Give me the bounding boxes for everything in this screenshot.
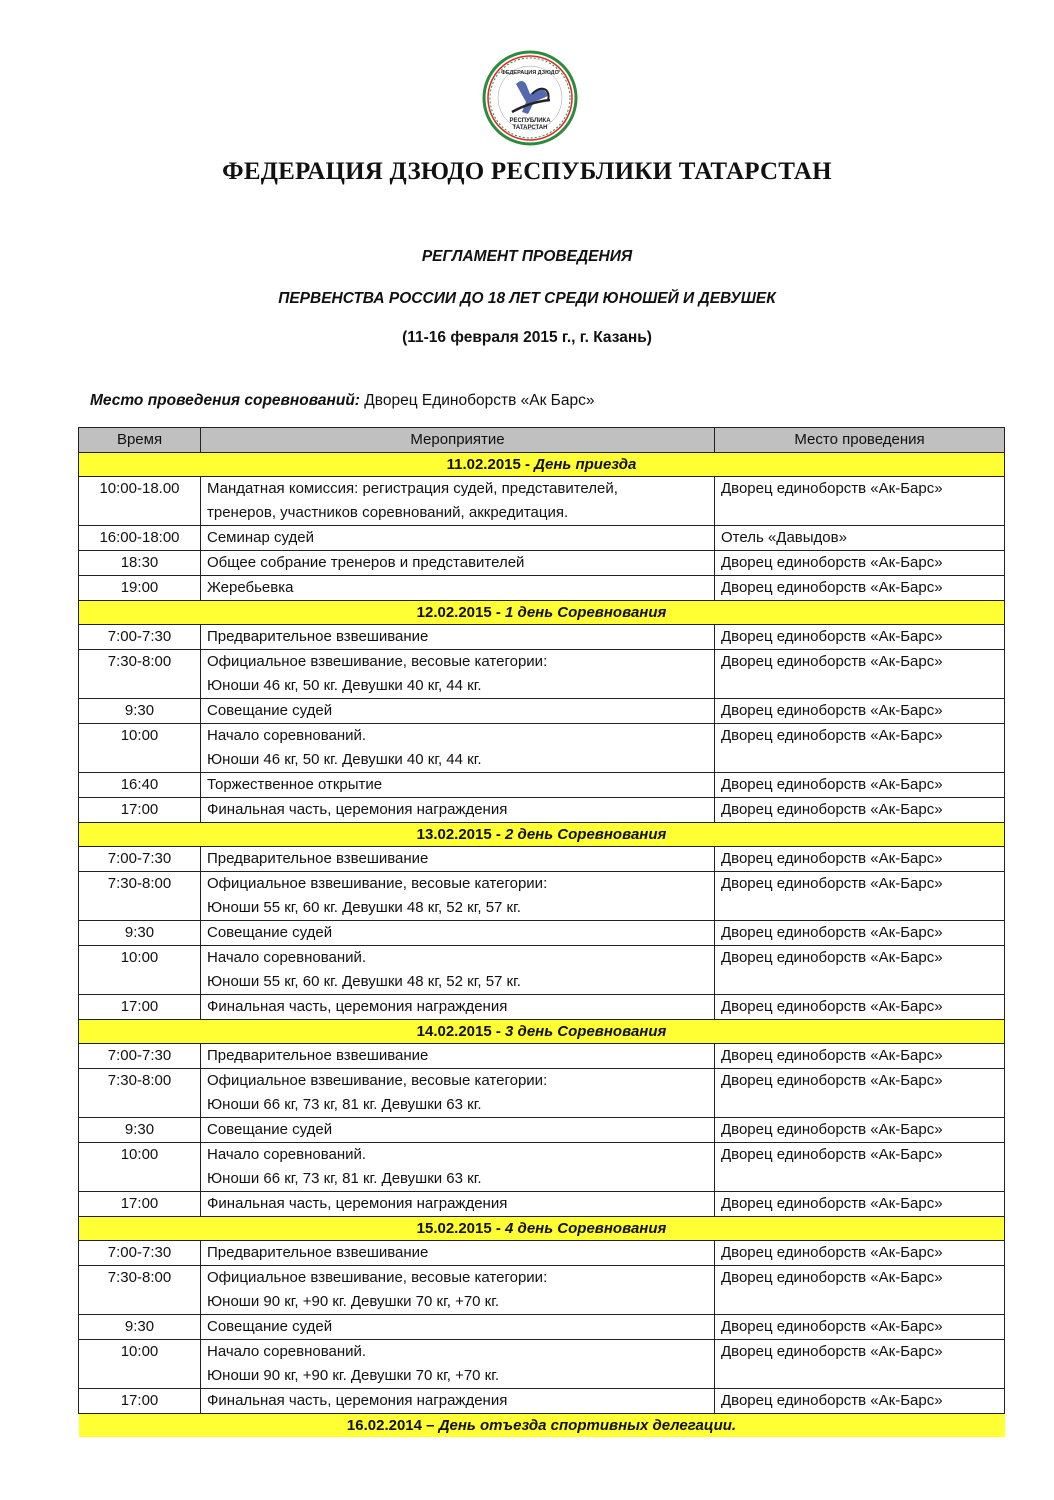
event-line: Юноши 55 кг, 60 кг. Девушки 48 кг, 52 кг, 57 кг. [207,899,521,916]
table-row [79,625,1005,650]
event-line: Совещание судей [207,702,333,719]
event-place: Дворец единоборств «Ак-Барс» [715,1241,1005,1266]
table-row [79,1118,1005,1143]
event-place: Дворец единоборств «Ак-Барс» [715,847,1005,872]
event-line: Официальное взвешивание, весовые категории: [207,653,548,670]
event-line: Финальная часть, церемония награждения [207,998,508,1015]
event-description [201,921,715,946]
day-date: 13.02.2015 - [416,826,506,843]
event-place: Дворец единоборств «Ак-Барс» [715,625,1005,650]
event-description [201,798,715,823]
event-description [201,1340,715,1389]
table-row [79,872,1005,921]
table-header-row [79,428,1005,453]
schedule-body [79,453,1005,1438]
event-place: Дворец единоборств «Ак-Барс» [715,1069,1005,1118]
federation-logo [482,50,578,146]
event-line: Совещание судей [207,1121,333,1138]
event-line: Предварительное взвешивание [207,850,429,867]
day-title: 2 день Соревнования [505,826,667,843]
event-description [201,699,715,724]
event-line: Начало соревнований. [207,1343,367,1360]
schedule-table [78,427,1005,1437]
table-row [79,1340,1005,1389]
day-title: День приезда [534,456,637,473]
event-time: 7:30-8:00 [79,650,201,699]
event-line: Начало соревнований. [207,1146,367,1163]
event-place: Дворец единоборств «Ак-Барс» [715,995,1005,1020]
event-place: Дворец единоборств «Ак-Барс» [715,1340,1005,1389]
event-line: Юноши 46 кг, 50 кг. Девушки 40 кг, 44 кг. [207,677,482,694]
event-description [201,1192,715,1217]
day-header [79,453,1005,477]
table-row [79,995,1005,1020]
venue-label: Место проведения соревнований: [90,392,360,409]
event-description [201,872,715,921]
event-description [201,1118,715,1143]
day-header [79,1414,1005,1438]
event-line: Предварительное взвешивание [207,1047,429,1064]
table-row [79,773,1005,798]
column-header-time: Время [79,428,201,453]
document-title: РЕГЛАМЕНТ ПРОВЕДЕНИЯ [421,248,633,265]
event-description [201,477,715,526]
table-row [79,1266,1005,1315]
event-place: Дворец единоборств «Ак-Барс» [715,1315,1005,1340]
event-line: Мандатная комиссия: регистрация судей, представителей, [207,480,618,497]
event-description [201,576,715,601]
event-place: Дворец единоборств «Ак-Барс» [715,1266,1005,1315]
event-place: Дворец единоборств «Ак-Барс» [715,946,1005,995]
event-description [201,551,715,576]
event-line: Официальное взвешивание, весовые категории: [207,875,548,892]
event-line: Начало соревнований. [207,727,367,744]
event-time: 7:00-7:30 [79,1241,201,1266]
event-line: Юноши 90 кг, +90 кг. Девушки 70 кг, +70 кг. [207,1367,500,1384]
event-time: 16:40 [79,773,201,798]
table-row [79,551,1005,576]
event-description [201,1044,715,1069]
event-time: 9:30 [79,921,201,946]
day-title: День отъезда спортивных делегации. [438,1417,737,1434]
table-row [79,724,1005,773]
event-line: Официальное взвешивание, весовые категории: [207,1269,548,1286]
event-line: Предварительное взвешивание [207,1244,429,1261]
event-place: Дворец единоборств «Ак-Барс» [715,576,1005,601]
event-time: 9:30 [79,1118,201,1143]
event-description [201,1266,715,1315]
event-time: 17:00 [79,1389,201,1414]
event-line: Официальное взвешивание, весовые категории: [207,1072,548,1089]
event-time: 7:00-7:30 [79,625,201,650]
event-line: Торжественное открытие [207,776,383,793]
table-row [79,847,1005,872]
svg-text:ФЕДЕРАЦИЯ ДЗЮДО: ФЕДЕРАЦИЯ ДЗЮДО [501,70,559,76]
day-header [79,601,1005,625]
event-description [201,1069,715,1118]
table-row [79,798,1005,823]
day-header-row [79,1217,1005,1241]
event-line: Общее собрание тренеров и представителей [207,554,525,571]
event-description [201,625,715,650]
table-row [79,1069,1005,1118]
table-row [79,1315,1005,1340]
event-description [201,650,715,699]
event-line: Юноши 55 кг, 60 кг. Девушки 48 кг, 52 кг, 57 кг. [207,973,521,990]
event-line: Начало соревнований. [207,949,367,966]
svg-text:РЕСПУБЛИКА: РЕСПУБЛИКА [509,118,551,124]
table-row [79,576,1005,601]
event-time: 17:00 [79,1192,201,1217]
event-description [201,526,715,551]
day-header-row [79,1020,1005,1044]
event-description [201,995,715,1020]
event-time: 9:30 [79,699,201,724]
organization-title: ФЕДЕРАЦИЯ ДЗЮДО РЕСПУБЛИКИ ТАТАРСТАН [222,158,832,185]
event-line: Совещание судей [207,924,333,941]
table-row [79,1044,1005,1069]
event-time: 17:00 [79,798,201,823]
event-time: 7:30-8:00 [79,1069,201,1118]
event-place: Дворец единоборств «Ак-Барс» [715,1143,1005,1192]
event-time: 18:30 [79,551,201,576]
day-header [79,823,1005,847]
event-dates-location: (11-16 февраля 2015 г., г. Казань) [402,329,652,346]
event-description [201,1315,715,1340]
event-line: тренеров, участников соревнований, аккредитация. [207,504,569,521]
event-place: Дворец единоборств «Ак-Барс» [715,477,1005,526]
event-line: Финальная часть, церемония награждения [207,1195,508,1212]
event-time: 7:00-7:30 [79,1044,201,1069]
event-line: Совещание судей [207,1318,333,1335]
day-title: 3 день Соревнования [505,1023,667,1040]
column-header-event: Мероприятие [201,428,715,453]
event-line: Предварительное взвешивание [207,628,429,645]
event-place: Дворец единоборств «Ак-Барс» [715,921,1005,946]
event-time: 16:00-18:00 [79,526,201,551]
event-place: Дворец единоборств «Ак-Барс» [715,1118,1005,1143]
day-header [79,1020,1005,1044]
day-date: 12.02.2015 - [416,604,506,621]
event-description [201,847,715,872]
event-time: 19:00 [79,576,201,601]
venue-value: Дворец Единоборств «Ак Барс» [359,392,595,409]
day-header-row [79,823,1005,847]
event-time: 17:00 [79,995,201,1020]
event-line: Финальная часть, церемония награждения [207,801,508,818]
table-row [79,1241,1005,1266]
event-line: Юноши 90 кг, +90 кг. Девушки 70 кг, +70 кг. [207,1293,500,1310]
table-row [79,921,1005,946]
day-header-row [79,453,1005,477]
event-description [201,724,715,773]
event-place: Отель «Давыдов» [715,526,1005,551]
table-row [79,1143,1005,1192]
event-time: 7:00-7:30 [79,847,201,872]
event-line: Юноши 66 кг, 73 кг, 81 кг. Девушки 63 кг. [207,1170,482,1187]
event-place: Дворец единоборств «Ак-Барс» [715,699,1005,724]
day-title: 4 день Соревнования [505,1220,667,1237]
day-header-row [79,1414,1005,1438]
event-place: Дворец единоборств «Ак-Барс» [715,551,1005,576]
table-row [79,477,1005,526]
table-row [79,1389,1005,1414]
event-description [201,1241,715,1266]
event-description [201,773,715,798]
event-time: 10:00 [79,1340,201,1389]
event-line: Юноши 46 кг, 50 кг. Девушки 40 кг, 44 кг. [207,751,482,768]
event-description [201,1389,715,1414]
day-date: 14.02.2015 - [416,1023,506,1040]
event-place: Дворец единоборств «Ак-Барс» [715,1192,1005,1217]
event-line: Финальная часть, церемония награждения [207,1392,508,1409]
event-place: Дворец единоборств «Ак-Барс» [715,872,1005,921]
event-time: 10:00 [79,1143,201,1192]
event-description [201,946,715,995]
event-place: Дворец единоборств «Ак-Барс» [715,798,1005,823]
event-time: 10:00-18.00 [79,477,201,526]
table-row [79,1192,1005,1217]
day-date: 16.02.2014 – [346,1417,439,1434]
event-place: Дворец единоборств «Ак-Барс» [715,1044,1005,1069]
table-row [79,650,1005,699]
event-title: ПЕРВЕНСТВА РОССИИ ДО 18 ЛЕТ СРЕДИ ЮНОШЕЙ И ДЕВУШЕК [278,290,776,307]
event-time: 10:00 [79,724,201,773]
column-header-place: Место проведения [715,428,1005,453]
svg-text:ТАТАРСТАН: ТАТАРСТАН [512,125,548,131]
competition-venue [90,392,594,410]
day-header [79,1217,1005,1241]
day-date: 15.02.2015 - [416,1220,506,1237]
table-row [79,946,1005,995]
event-place: Дворец единоборств «Ак-Барс» [715,1389,1005,1414]
judo-emblem-icon [482,50,578,146]
table-row [79,526,1005,551]
event-line: Жеребьевка [207,579,294,596]
event-place: Дворец единоборств «Ак-Барс» [715,650,1005,699]
table-row [79,699,1005,724]
day-header-row [79,601,1005,625]
event-time: 9:30 [79,1315,201,1340]
event-line: Семинар судей [207,529,314,546]
event-time: 7:30-8:00 [79,872,201,921]
event-description [201,1143,715,1192]
event-place: Дворец единоборств «Ак-Барс» [715,724,1005,773]
event-time: 7:30-8:00 [79,1266,201,1315]
event-time: 10:00 [79,946,201,995]
day-title: 1 день Соревнования [505,604,667,621]
event-line: Юноши 66 кг, 73 кг, 81 кг. Девушки 63 кг. [207,1096,482,1113]
event-place: Дворец единоборств «Ак-Барс» [715,773,1005,798]
day-date: 11.02.2015 - [446,456,535,473]
